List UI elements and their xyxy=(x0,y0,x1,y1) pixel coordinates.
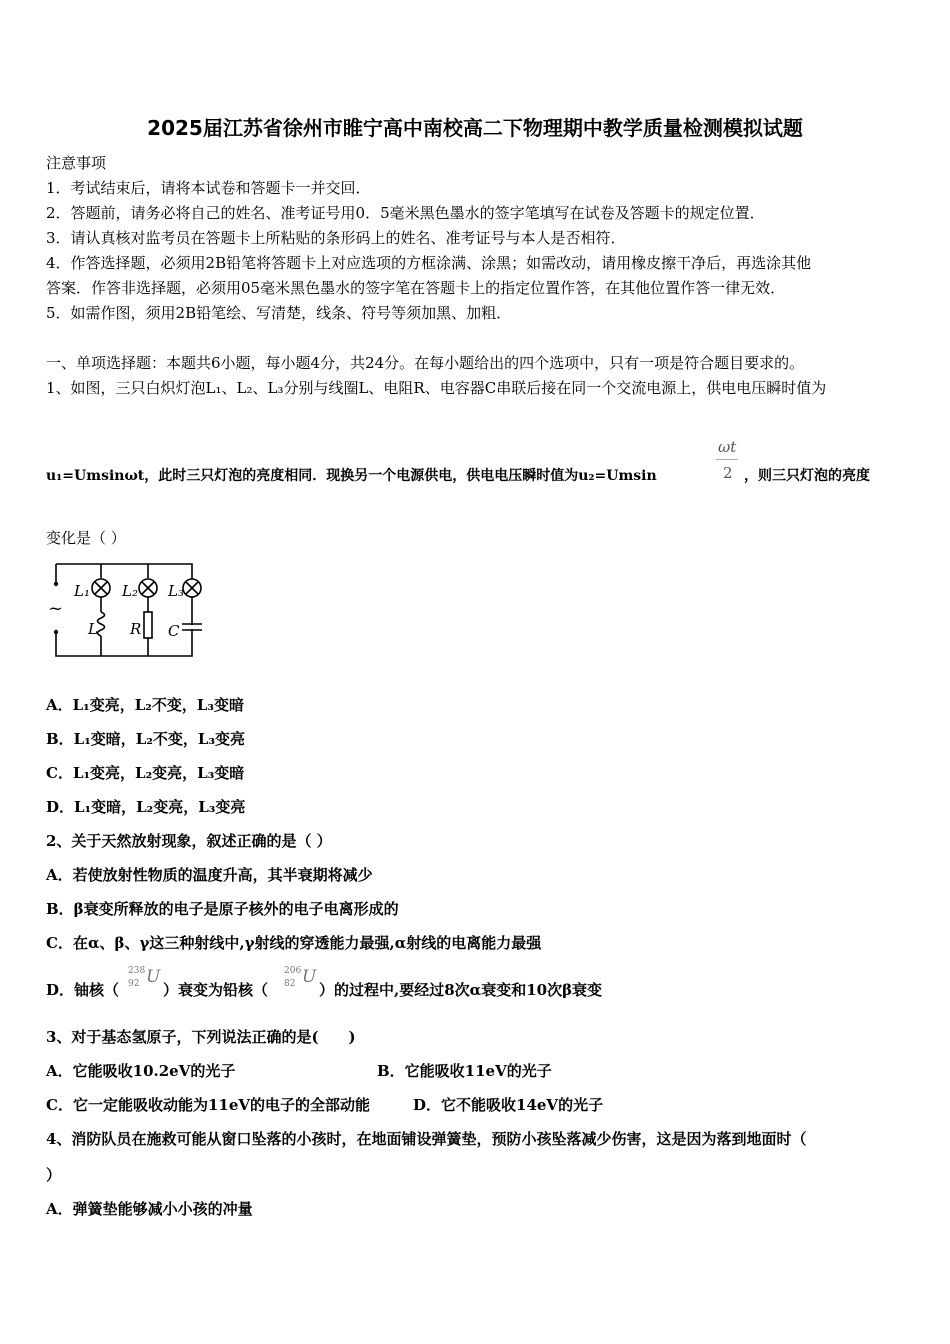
section-heading: 一、单项选择题：本题共6小题，每小题4分，共24分。在每小题给出的四个选项中，只有一项是符合题目要求的。 xyxy=(46,354,805,372)
q1-stem-line3: 变化是（ ） xyxy=(46,529,126,547)
notice-item: 2．答题前，请务必将自己的姓名、准考证号用0．5毫米黑色墨水的签字笔填写在试卷及答题卡的规定位置． xyxy=(46,204,765,222)
circuit-wire xyxy=(56,564,192,656)
q4-stem-line1: 4、消防队员在施救可能从窗口坠落的小孩时，在地面铺设弹簧垫，预防小孩坠落减少伤害，这是因为落到地面时（ xyxy=(46,1130,807,1148)
label-l3: L₃ xyxy=(168,582,184,600)
lead-nuclide: 206 82 U xyxy=(284,966,317,989)
q3-option-c: C．它一定能吸收动能为11eV的电子的全部动能 xyxy=(46,1096,370,1114)
page-title: 2025届江苏省徐州市睢宁高中南校高二下物理期中教学质量检测模拟试题 xyxy=(147,116,803,140)
q3-stem: 3、对于基态氢原子，下列说法正确的是( ) xyxy=(46,1028,356,1046)
fraction-denominator: 2 xyxy=(723,464,733,482)
q2-option-b: B．β衰变所释放的电子是原子核外的电子电离形成的 xyxy=(46,900,399,918)
uranium-nuclide: 238 92 U xyxy=(128,966,161,989)
q2-option-a: A．若使放射性物质的温度升高，其半衰期将减少 xyxy=(46,866,373,884)
notice-item: 答案．作答非选择题，必须用05毫米黑色墨水的签字笔在答题卡上的指定位置作答，在其他位置作答一律无效． xyxy=(46,279,786,297)
q2-option-d-part3: ）的过程中,要经过8次α衰变和10次β衰变 xyxy=(319,981,603,999)
q1-stem-line2b: ，则三只灯泡的亮度 xyxy=(744,468,870,484)
notice-item: 1．考试结束后，请将本试卷和答题卡一并交回． xyxy=(46,179,371,197)
notice-item: 3．请认真核对监考员在答题卡上所粘贴的条形码上的姓名、准考证号与本人是否相符． xyxy=(46,229,626,247)
q4-option-a: A．弹簧垫能够减小小孩的冲量 xyxy=(46,1200,253,1218)
label-l: L xyxy=(88,620,98,638)
notice-item: 4．作答选择题，必须用2B铅笔将答题卡上对应选项的方框涂满、涂黑；如需改动，请用橡皮擦干净后，再选涂其他 xyxy=(46,254,812,272)
q1-option-a: A．L₁变亮，L₂不变，L₃变暗 xyxy=(46,696,244,714)
q1-option-c: C．L₁变亮，L₂变亮，L₃变暗 xyxy=(46,764,245,782)
q2-option-c: C．在α、β、γ这三种射线中,γ射线的穿透能力最强,α射线的电离能力最强 xyxy=(46,934,542,952)
label-r: R xyxy=(130,620,142,638)
fraction-numerator: ωt xyxy=(718,438,737,456)
q1-stem-line2a: u₁=Umsinωt，此时三只灯泡的亮度相同．现换另一个电源供电，供电电压瞬时值为u₂=Umsin xyxy=(46,468,657,484)
label-l2: L₂ xyxy=(122,582,138,600)
resistor-icon xyxy=(144,612,152,638)
fraction-bar xyxy=(716,459,738,460)
q3-option-a: A．它能吸收10.2eV的光子 xyxy=(46,1062,236,1080)
circuit-diagram xyxy=(44,556,209,664)
q1-stem-line1: 1、如图，三只白炽灯泡L₁、L₂、L₃分别与线圈L、电阻R、电容器C串联后接在同一个交流电源上，供电电压瞬时值为 xyxy=(46,379,827,397)
q2-option-d-part1: D．铀核（ xyxy=(46,981,120,999)
q3-option-d: D．它不能吸收14eV的光子 xyxy=(413,1096,604,1114)
label-l1: L₁ xyxy=(74,582,90,600)
q2-stem: 2、关于天然放射现象，叙述正确的是（ ） xyxy=(46,832,332,850)
notice-heading: 注意事项 xyxy=(46,154,107,172)
label-source: ~ xyxy=(48,598,64,619)
q1-option-d: D．L₁变暗，L₂变亮，L₃变亮 xyxy=(46,798,246,816)
q2-option-d-part2: ）衰变为铅核（ xyxy=(163,981,269,999)
q4-stem-line2: ） xyxy=(46,1166,62,1184)
q3-option-b: B．它能吸收11eV的光子 xyxy=(377,1062,552,1080)
notice-item: 5．如需作图，须用2B铅笔绘、写清楚，线条、符号等须加黑、加粗． xyxy=(46,304,512,322)
q1-option-b: B．L₁变暗，L₂不变，L₃变亮 xyxy=(46,730,246,748)
label-c: C xyxy=(168,622,180,640)
inductor-icon xyxy=(98,612,105,636)
